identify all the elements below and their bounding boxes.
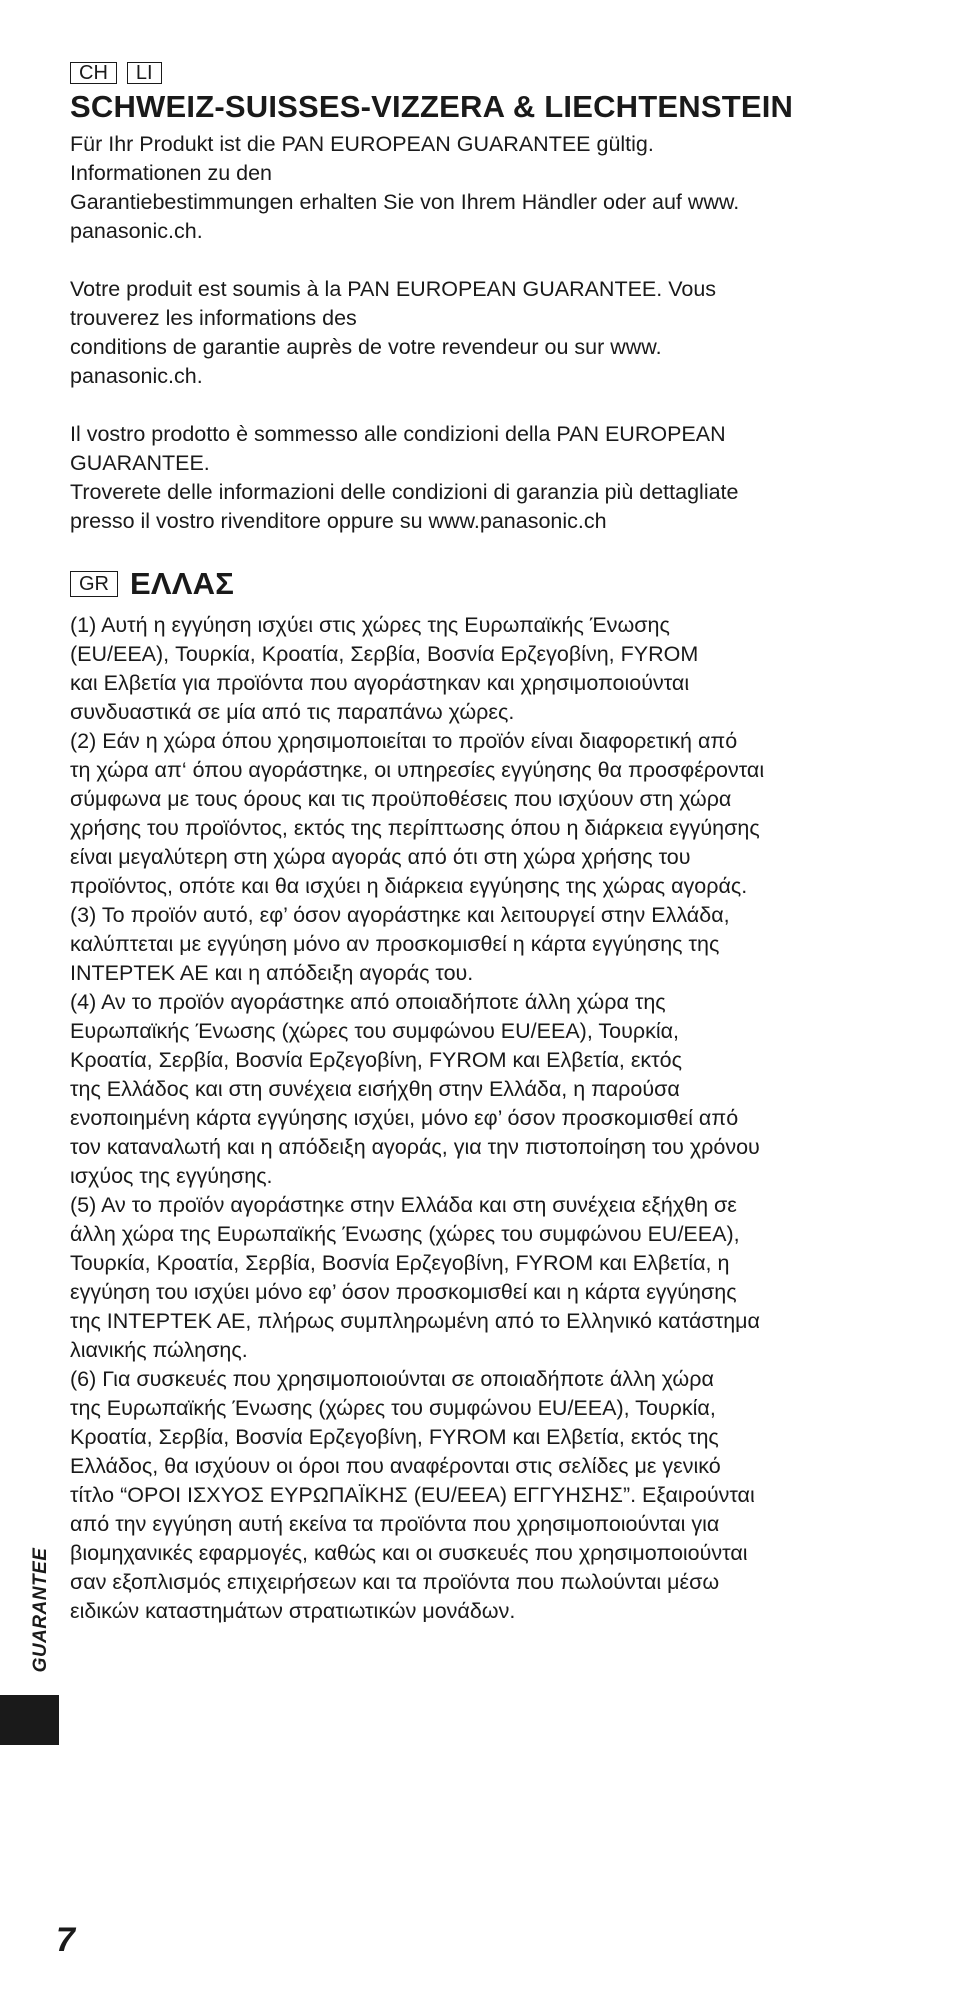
gr-text-line: σαν εξοπλισμός επιχειρήσεων και τα προϊόντα που πωλούνται μέσω bbox=[70, 1570, 720, 1594]
gr-text-line: από την εγγύηση αυτή εκείνα τα προϊόντα που χρησιμοποιούνται για bbox=[70, 1512, 720, 1536]
gr-text-line: χρήσης του προϊόντος, εκτός της περίπτωσης όπου η διάρκεια εγγύησης bbox=[70, 816, 760, 840]
gr-text-line: Κροατία, Σερβία, Βοσνία Ερζεγοβίνη, FYROM και Ελβετία, εκτός της bbox=[70, 1425, 719, 1449]
gr-text-line: ενοποιημένη κάρτα εγγύησης ισχύει, μόνο εφ’ όσον προσκομισθεί από bbox=[70, 1106, 739, 1130]
gr-text-line: της Ελλάδος και στη συνέχεια εισήχθη στην Ελλάδα, η παρούσα bbox=[70, 1077, 680, 1101]
gr-text-line: προϊόντος, οπότε και θα ισχύει η διάρκεια εγγύησης της χώρας αγοράς. bbox=[70, 874, 748, 898]
gr-text-line: ισχύος της εγγύησης. bbox=[70, 1164, 273, 1188]
gr-text-line: βιομηχανικές εφαρμογές, καθώς και οι συσκευές που χρησιμοποιούνται bbox=[70, 1541, 748, 1565]
paragraph-line: Troverete delle informazioni delle condizioni di garanzia più dettagliate bbox=[70, 480, 739, 504]
country-code-gr: GR bbox=[70, 571, 118, 597]
ch-section-heading: SCHWEIZ-SUISSES-VIZZERA & LIECHTENSTEIN bbox=[70, 89, 794, 124]
gr-text-line: της Ευρωπαϊκής Ένωσης (χώρες του συμφώνου EU/EEA), Τουρκία, bbox=[70, 1396, 716, 1420]
paragraph-line: presso il vostro rivenditore oppure su www.panasonic.ch bbox=[70, 509, 607, 533]
ch-paragraph-italian bbox=[70, 420, 890, 536]
page-number: 7 bbox=[56, 1921, 75, 1959]
gr-text-line: τη χώρα απ‘ όπου αγοράστηκε, οι υπηρεσίες εγγύησης θα προσφέρονται bbox=[70, 758, 765, 782]
gr-text-line: της INTEPTEK AE, πλήρως συμπληρωμένη από το Ελληνικό κατάστημα bbox=[70, 1309, 760, 1333]
gr-text-line: (6) Για συσκευές που χρησιμοποιούνται σε οποιαδήποτε άλλη χώρα bbox=[70, 1367, 714, 1391]
gr-text-line: (3) Το προϊόν αυτό, εφ’ όσον αγοράστηκε και λειτουργεί στην Ελλάδα, bbox=[70, 903, 730, 927]
gr-text-line: (5) Αν το προϊόν αγοράστηκε στην Ελλάδα και στη συνέχεια εξήχθη σε bbox=[70, 1193, 737, 1217]
guarantee-side-label: GUARANTEE bbox=[30, 1547, 51, 1673]
paragraph-line: conditions de garantie auprès de votre revendeur ou sur www. bbox=[70, 335, 662, 359]
gr-text-line: Κροατία, Σερβία, Βοσνία Ερζεγοβίνη, FYROM και Ελβετία, εκτός bbox=[70, 1048, 682, 1072]
paragraph-line: panasonic.ch. bbox=[70, 219, 203, 243]
gr-text-line: συνδυαστικά σε μία από τις παραπάνω χώρες. bbox=[70, 700, 515, 724]
gr-text-line: άλλη χώρα της Ευρωπαϊκής Ένωσης (χώρες του συμφώνου EU/EEA), bbox=[70, 1222, 740, 1246]
gr-heading-row bbox=[70, 565, 890, 603]
country-code-li: LI bbox=[127, 62, 162, 84]
gr-text-line: (EU/EEA), Τουρκία, Κροατία, Σερβία, Βοσνία Ερζεγοβίνη, FYROM bbox=[70, 642, 699, 666]
gr-text-line: Τουρκία, Κροατία, Σερβία, Βοσνία Ερζεγοβίνη, FYROM και Ελβετία, η bbox=[70, 1251, 730, 1275]
country-code-ch: CH bbox=[70, 62, 117, 84]
gr-text-line: τίτλο “ΟΡΟΙ ΙΣΧΥΟΣ ΕΥΡΩΠΑΪΚΗΣ (EU/EEA) ΕΓΓΥΗΣΗΣ”. Εξαιρούνται bbox=[70, 1483, 755, 1507]
paragraph-line: GUARANTEE. bbox=[70, 451, 210, 475]
paragraph-line: Votre produit est soumis à la PAN EUROPEAN GUARANTEE. Vous bbox=[70, 277, 717, 301]
gr-text-line: (1) Αυτή η εγγύηση ισχύει στις χώρες της Ευρωπαϊκής Ένωσης bbox=[70, 613, 670, 637]
gr-text-line: ειδικών καταστημάτων στρατιωτικών μονάδων. bbox=[70, 1599, 516, 1623]
ch-paragraph-german bbox=[70, 130, 890, 246]
gr-text-line: Ευρωπαϊκής Ένωσης (χώρες του συμφώνου EU/EEA), Τουρκία, bbox=[70, 1019, 680, 1043]
paragraph-line: Informationen zu den bbox=[70, 161, 272, 185]
side-tab-marker bbox=[0, 1695, 59, 1745]
page-content bbox=[70, 62, 890, 1626]
paragraph-line: panasonic.ch. bbox=[70, 364, 203, 388]
paragraph-line: Für Ihr Produkt ist die PAN EUROPEAN GUARANTEE gültig. bbox=[70, 132, 654, 156]
ch-paragraph-french bbox=[70, 275, 890, 391]
gr-text-line: καλύπτεται με εγγύηση μόνο αν προσκομισθεί η κάρτα εγγύησης της bbox=[70, 932, 720, 956]
gr-text-line: λιανικής πώλησης. bbox=[70, 1338, 248, 1362]
country-codes bbox=[70, 62, 890, 86]
guarantee-side-tab bbox=[28, 1540, 54, 1680]
gr-text-line: σύμφωνα με τους όρους και τις προϋποθέσεις που ισχύουν στη χώρα bbox=[70, 787, 732, 811]
paragraph-line: Garantiebestimmungen erhalten Sie von Ihrem Händler oder auf www. bbox=[70, 190, 740, 214]
paragraph-line: Il vostro prodotto è sommesso alle condizioni della PAN EUROPEAN bbox=[70, 422, 726, 446]
gr-text-line: (2) Εάν η χώρα όπου χρησιμοποιείται το προϊόν είναι διαφορετική από bbox=[70, 729, 738, 753]
gr-text-line: INTEPTEK AE και η απόδειξη αγοράς του. bbox=[70, 961, 474, 985]
gr-text-line: και Ελβετία για προϊόντα που αγοράστηκαν και χρησιμοποιούνται bbox=[70, 671, 690, 695]
gr-text-line: Ελλάδος, θα ισχύουν οι όροι που αναφέρονται στις σελίδες με γενικό bbox=[70, 1454, 721, 1478]
gr-text-line: είναι μεγαλύτερη στη χώρα αγοράς από ότι στη χώρα χρήσης του bbox=[70, 845, 691, 869]
gr-section-text bbox=[70, 611, 890, 1626]
gr-text-line: (4) Αν το προϊόν αγοράστηκε από οποιαδήποτε άλλη χώρα της bbox=[70, 990, 666, 1014]
paragraph-line: trouverez les informations des bbox=[70, 306, 357, 330]
gr-text-line: εγγύηση του ισχύει μόνο εφ’ όσον προσκομισθεί και η κάρτα εγγύησης bbox=[70, 1280, 737, 1304]
gr-section-heading: ΕΛΛΑΣ bbox=[130, 566, 235, 601]
gr-text-line: τον καταναλωτή και η απόδειξη αγοράς, για την πιστοποίηση του χρόνου bbox=[70, 1135, 760, 1159]
